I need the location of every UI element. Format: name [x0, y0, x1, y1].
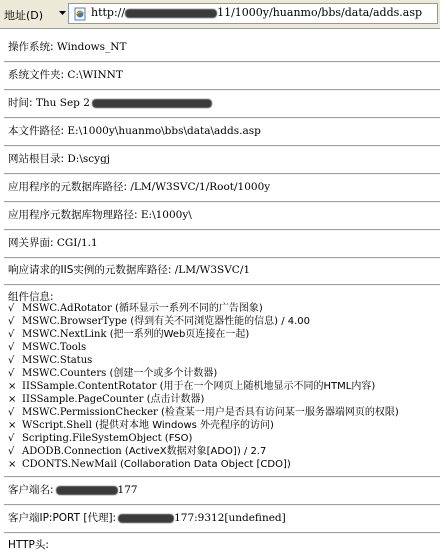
- component-desc: (检查某一用户是否具有访问某一服务器端网页的权限): [160, 407, 399, 418]
- client-name-label: 客户端名:: [8, 484, 54, 496]
- info-row-file-path: [8, 124, 440, 138]
- divider: [4, 201, 440, 203]
- url-suffix: 11/1000y/huanmo/bbs/data/adds.asp: [217, 6, 423, 19]
- component-desc: (循环显示一系列不同的广告图象): [115, 303, 263, 314]
- check-icon: √: [8, 329, 15, 340]
- component-name: Scripting.FileSystemObject: [22, 433, 162, 444]
- divider: [4, 117, 440, 119]
- client-name-row: [8, 483, 440, 497]
- divider: [4, 476, 440, 478]
- check-icon: √: [8, 303, 15, 314]
- divider: [4, 145, 440, 147]
- info-label: 网站根目录:: [8, 153, 65, 165]
- component-item: [8, 329, 249, 341]
- component-item: [8, 303, 263, 315]
- ie-page-icon: [73, 7, 87, 21]
- component-desc: (点击计数器): [146, 394, 205, 405]
- check-icon: √: [8, 446, 15, 457]
- redacted-time: [92, 99, 212, 108]
- client-name-value: 177: [117, 484, 138, 496]
- component-item: [8, 394, 204, 406]
- component-item: [8, 316, 310, 328]
- component-desc: (得到有关不同浏览器性能的信息) / 4.00: [130, 316, 311, 327]
- component-name: IISSample.PageCounter: [22, 394, 144, 405]
- info-row-app-physical-path: [8, 208, 440, 222]
- check-icon: √: [8, 368, 15, 379]
- divider: [4, 504, 440, 506]
- component-item: [8, 459, 291, 471]
- component-item: [8, 407, 399, 419]
- info-row-gateway: [8, 236, 440, 250]
- info-label: 时间:: [8, 97, 33, 109]
- chevron-down-icon[interactable]: [58, 8, 67, 17]
- check-icon: √: [8, 433, 15, 444]
- divider: [4, 532, 440, 534]
- component-item: [8, 420, 274, 432]
- info-value: /LM/W3SVC/1/Root/1000y: [130, 181, 271, 193]
- divider: [4, 257, 440, 259]
- info-row-app-metabase-path: [8, 180, 440, 194]
- component-name: MSWC.Counters: [22, 368, 107, 379]
- component-desc: (提供对本地 Windows 外壳程序的访问): [95, 420, 274, 431]
- info-value: /LM/W3SVC/1: [174, 264, 251, 276]
- component-desc: (ActiveX数据对象[ADO]) / 2.7: [124, 446, 267, 457]
- address-bar: [0, 0, 440, 29]
- component-desc: (用于在一个网页上随机地显示不同的HTML内容): [159, 381, 376, 392]
- cross-icon: ×: [8, 381, 17, 392]
- info-value: CGI/1.1: [56, 237, 98, 249]
- info-label: 本文件路径:: [8, 125, 65, 137]
- info-value: Thu Sep 2: [35, 97, 90, 109]
- component-item: [8, 446, 266, 458]
- info-value: E:\1000y\huanmo\bbs\data\adds.asp: [67, 125, 261, 137]
- info-value: D:\scygj: [67, 153, 111, 165]
- component-desc: (把一系列的Web页连接在一起): [109, 329, 250, 340]
- components-title: 组件信息:: [8, 291, 54, 303]
- info-value: C:\WINNT: [67, 69, 123, 81]
- component-name: MSWC.AdRotator: [22, 303, 112, 314]
- info-row-time: [8, 96, 440, 110]
- info-row-iis-instance-path: [8, 263, 440, 277]
- component-name: CDONTS.NewMail: [22, 459, 117, 470]
- component-name: MSWC.Status: [22, 355, 93, 366]
- check-icon: √: [8, 355, 15, 366]
- info-label: 应用程序的元数据库路径:: [8, 181, 128, 193]
- address-url: [91, 6, 422, 19]
- component-desc: (创建一个或多个计数器): [109, 368, 218, 379]
- divider: [4, 229, 440, 231]
- address-input[interactable]: [68, 3, 438, 24]
- info-row-web-root: [8, 152, 440, 166]
- check-icon: √: [8, 407, 15, 418]
- divider: [4, 61, 440, 63]
- info-label: 操作系统:: [8, 41, 54, 53]
- client-ip-label: 客户端IP:PORT [代理]:: [8, 512, 117, 524]
- component-item: [8, 368, 217, 380]
- info-label: 响应请求的IIS实例的元数据库路径:: [8, 264, 172, 276]
- component-item: [8, 381, 375, 393]
- info-value: Windows_NT: [56, 41, 127, 53]
- client-ip-row: [8, 511, 440, 525]
- divider: [4, 89, 440, 91]
- cross-icon: ×: [8, 420, 17, 431]
- redacted-client-name: [56, 486, 118, 495]
- component-name: WScript.Shell: [22, 420, 92, 431]
- divider: [4, 284, 440, 286]
- info-value: E:\1000y\: [140, 209, 192, 221]
- url-prefix: http://: [91, 6, 126, 19]
- divider: [4, 173, 440, 175]
- redacted-host: [125, 9, 217, 18]
- component-desc: (Collaboration Data Object [CDO]): [119, 459, 291, 470]
- info-row-os: [8, 40, 440, 54]
- component-name: MSWC.Tools: [22, 342, 87, 353]
- info-label: 系统文件夹:: [8, 69, 65, 81]
- info-label: 网关界面:: [8, 237, 54, 249]
- component-name: MSWC.NextLink: [22, 329, 107, 340]
- component-name: MSWC.BrowserType: [22, 316, 128, 327]
- component-item: [8, 342, 86, 354]
- redacted-client-ip: [118, 514, 174, 523]
- info-label: 应用程序元数据库物理路径:: [8, 209, 138, 221]
- component-name: ADODB.Connection: [22, 446, 122, 457]
- component-item: [8, 433, 192, 445]
- cross-icon: ×: [8, 394, 17, 405]
- cross-icon: ×: [8, 459, 17, 470]
- component-name: IISSample.ContentRotator: [22, 381, 157, 392]
- component-item: [8, 355, 92, 367]
- address-label: 地址(D): [4, 9, 44, 22]
- http-header-label: HTTP头:: [8, 539, 49, 551]
- client-ip-value: 177:9312[undefined]: [174, 512, 286, 524]
- check-icon: √: [8, 316, 15, 327]
- component-name: MSWC.PermissionChecker: [22, 407, 158, 418]
- check-icon: √: [8, 342, 15, 353]
- info-row-system-folder: [8, 68, 440, 82]
- component-desc: (FSO): [164, 433, 193, 444]
